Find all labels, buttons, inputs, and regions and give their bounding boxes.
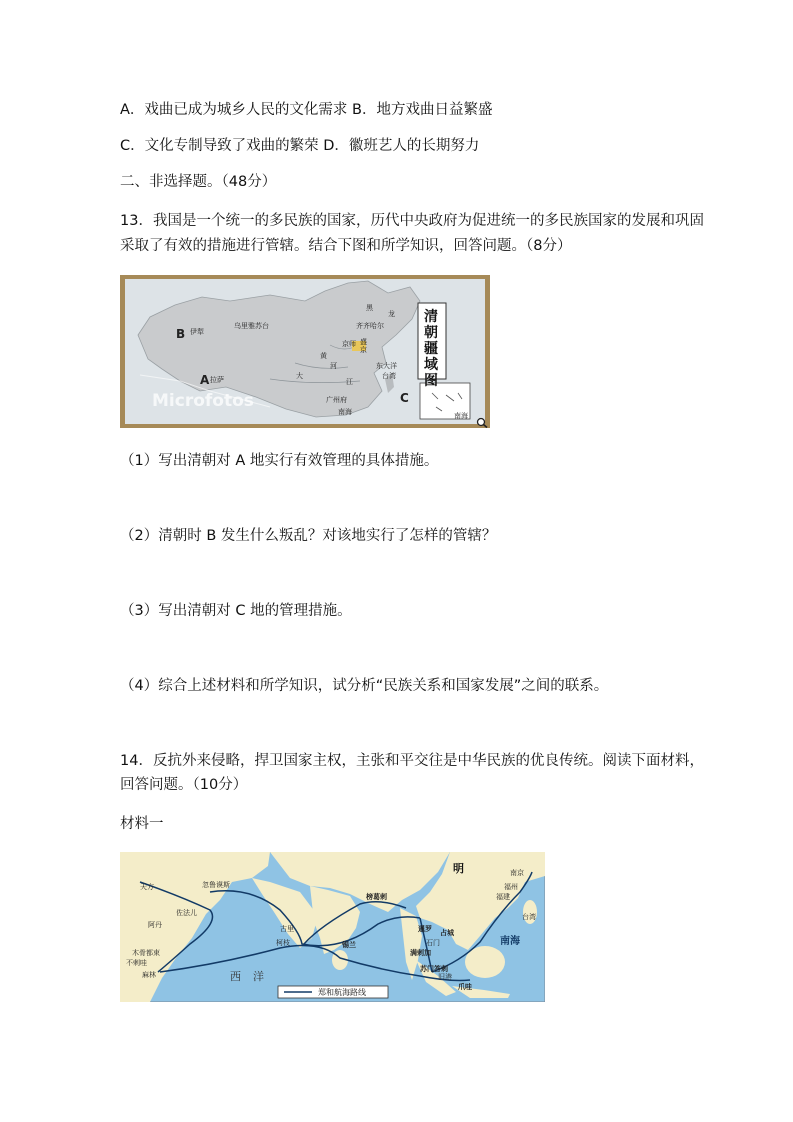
label-dongdayang: 东大洋	[376, 362, 397, 370]
label-huang: 黄	[320, 352, 327, 360]
label-taiwan-2: 台湾	[522, 913, 536, 921]
label-guli: 古里	[280, 925, 294, 933]
qing-territory-map	[120, 275, 490, 428]
label-jiujiang: 旧港	[438, 973, 452, 981]
label-nanhai: 南海	[338, 408, 352, 416]
question-13-line2: 采取了有效的措施进行管辖。结合下图和所学知识，回答问题。（8分）	[120, 238, 572, 254]
map-legend: 郑和航海路线	[318, 988, 366, 997]
label-lasa: 拉萨	[210, 376, 224, 384]
label-hei: 黑	[366, 304, 373, 312]
label-bangal: 榜葛剌	[366, 893, 387, 901]
label-nanjing: 南京	[510, 869, 524, 877]
label-guangzhou: 广州府	[326, 396, 347, 404]
label-nanhai-inset: 南海	[454, 412, 468, 420]
label-jing: 京	[360, 346, 367, 354]
label-sheng: 盛	[360, 338, 367, 346]
label-malacca: 满剌加	[410, 949, 431, 957]
label-qiqihaer: 齐齐哈尔	[356, 322, 384, 330]
label-java: 爪哇	[458, 983, 472, 991]
label-nanhai-sea: 南海	[500, 936, 520, 947]
label-xiyang: 西洋	[230, 970, 276, 983]
map-letter-c: C	[400, 391, 409, 405]
label-wuliyasutai: 乌里雅苏台	[234, 322, 269, 330]
map-letter-a: A	[200, 373, 210, 387]
label-fuzhou: 福州	[504, 883, 518, 891]
label-fujian: 福建	[496, 893, 510, 901]
label-hormuz: 忽鲁谟斯	[202, 881, 230, 889]
country-label-ming: 明	[453, 862, 464, 875]
label-jingshi: 京师	[342, 340, 356, 348]
label-bulawa: 不剌哇	[126, 959, 147, 967]
label-mogadishu: 木骨都束	[132, 949, 160, 957]
label-siam: 暹罗	[418, 925, 432, 933]
label-zufaer: 佐法儿	[176, 909, 197, 917]
sub-question-2: （2）清朝时 B 发生什么叛乱？对该地实行了怎样的管辖？	[120, 528, 497, 544]
option-line-ab: A．戏曲已成为城乡人民的文化需求 B．地方戏曲日益繁盛	[120, 102, 493, 118]
label-malindi: 麻林	[142, 971, 156, 979]
label-shiyun: 石门	[426, 939, 440, 947]
question-14-line1: 14．反抗外来侵略，捍卫国家主权，主张和平交往是中华民族的优良传统。阅读下面材料，	[120, 753, 704, 769]
question-14-line2: 回答问题。（10分）	[120, 777, 248, 793]
label-aden: 阿丹	[148, 921, 162, 929]
label-da: 大	[296, 372, 303, 380]
sub-question-3: （3）写出清朝对 C 地的管理措施。	[120, 603, 352, 619]
sub-question-4: （4）综合上述材料和所学知识，试分析“民族关系和国家发展”之间的联系。	[120, 678, 609, 694]
zoom-icon[interactable]	[475, 417, 489, 428]
label-kezhi: 柯枝	[276, 939, 290, 947]
label-zhancheng: 占城	[440, 929, 454, 937]
label-long: 龙	[388, 310, 395, 318]
map-watermark: Microfotos	[152, 391, 254, 411]
label-taiwan: 台湾	[382, 372, 396, 380]
label-he: 河	[330, 362, 337, 370]
label-jiang: 江	[346, 378, 353, 386]
map-title: 清朝疆域图	[424, 309, 438, 389]
label-xilan: 锡兰	[342, 941, 356, 949]
option-line-cd: C．文化专制导致了戏曲的繁荣 D．徽班艺人的长期努力	[120, 138, 480, 154]
sub-question-1: （1）写出清朝对 A 地实行有效管理的具体措施。	[120, 453, 439, 469]
label-sumendala: 苏门答剌	[420, 965, 448, 973]
label-yili: 伊犁	[190, 328, 204, 336]
question-13-line1: 13．我国是一个统一的多民族的国家，历代中央政府为促进统一的多民族国家的发展和巩固	[120, 213, 704, 229]
map-letter-b: B	[176, 327, 186, 341]
section-heading: 二、非选择题。（48分）	[120, 174, 277, 190]
zheng-he-voyage-map	[120, 852, 545, 1002]
label-tianfang: 天方	[140, 883, 154, 891]
material-1-label: 材料一	[120, 816, 164, 832]
